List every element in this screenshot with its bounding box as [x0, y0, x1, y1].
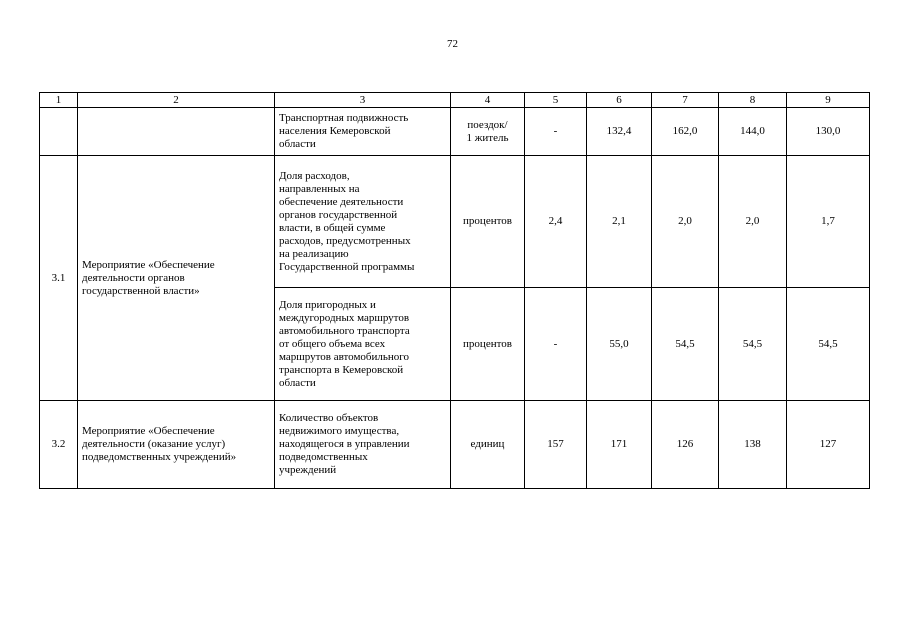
row-number: 3.2: [40, 401, 78, 489]
indicator-cell: Доля расходов, направленных на обеспечение деятельности органов государственной власти, в общей сумме расходов, предусмотренных на реализацию Государственной программы: [275, 156, 451, 288]
table-row: [40, 401, 870, 489]
value-cell: 138: [719, 401, 787, 489]
unit-cell: поездок/ 1 житель: [451, 108, 525, 156]
value-cell: 54,5: [787, 288, 870, 401]
indicator-cell: Транспортная подвижность населения Кемеровской области: [275, 108, 451, 156]
value-cell: 2,4: [525, 156, 587, 288]
value-cell: 157: [525, 401, 587, 489]
header-cell: 3: [275, 93, 451, 108]
value-cell: 55,0: [587, 288, 652, 401]
activity-cell: [78, 108, 275, 156]
value-cell: 127: [787, 401, 870, 489]
value-cell: -: [525, 108, 587, 156]
activity-cell: Мероприятие «Обеспечение деятельности органов государственной власти»: [78, 156, 275, 401]
value-cell: 2,1: [587, 156, 652, 288]
header-cell: 4: [451, 93, 525, 108]
value-cell: 1,7: [787, 156, 870, 288]
value-cell: 132,4: [587, 108, 652, 156]
value-cell: -: [525, 288, 587, 401]
value-cell: 171: [587, 401, 652, 489]
row-number: 3.1: [40, 156, 78, 401]
header-row: [40, 93, 870, 108]
activity-cell: Мероприятие «Обеспечение деятельности (оказание услуг) подведомственных учреждений»: [78, 401, 275, 489]
header-cell: 2: [78, 93, 275, 108]
value-cell: 144,0: [719, 108, 787, 156]
indicator-cell: Количество объектов недвижимого имущества, находящегося в управлении подведомственных учреждений: [275, 401, 451, 489]
unit-cell: процентов: [451, 288, 525, 401]
unit-cell: процентов: [451, 156, 525, 288]
header-cell: 9: [787, 93, 870, 108]
header-cell: 8: [719, 93, 787, 108]
page-number: 72: [447, 38, 458, 50]
row-number: [40, 108, 78, 156]
header-cell: 7: [652, 93, 719, 108]
table-row: [40, 108, 870, 156]
value-cell: 2,0: [719, 156, 787, 288]
value-cell: 2,0: [652, 156, 719, 288]
value-cell: 54,5: [652, 288, 719, 401]
table-row: [40, 156, 870, 288]
value-cell: 130,0: [787, 108, 870, 156]
value-cell: 54,5: [719, 288, 787, 401]
header-cell: 5: [525, 93, 587, 108]
indicator-cell: Доля пригородных и междугородных маршрутов автомобильного транспорта от общего объема всех маршрутов автомобильного транспорта в Кемеровской области: [275, 288, 451, 401]
indicators-table: [39, 92, 870, 489]
value-cell: 126: [652, 401, 719, 489]
header-cell: 6: [587, 93, 652, 108]
value-cell: 162,0: [652, 108, 719, 156]
header-cell: 1: [40, 93, 78, 108]
unit-cell: единиц: [451, 401, 525, 489]
